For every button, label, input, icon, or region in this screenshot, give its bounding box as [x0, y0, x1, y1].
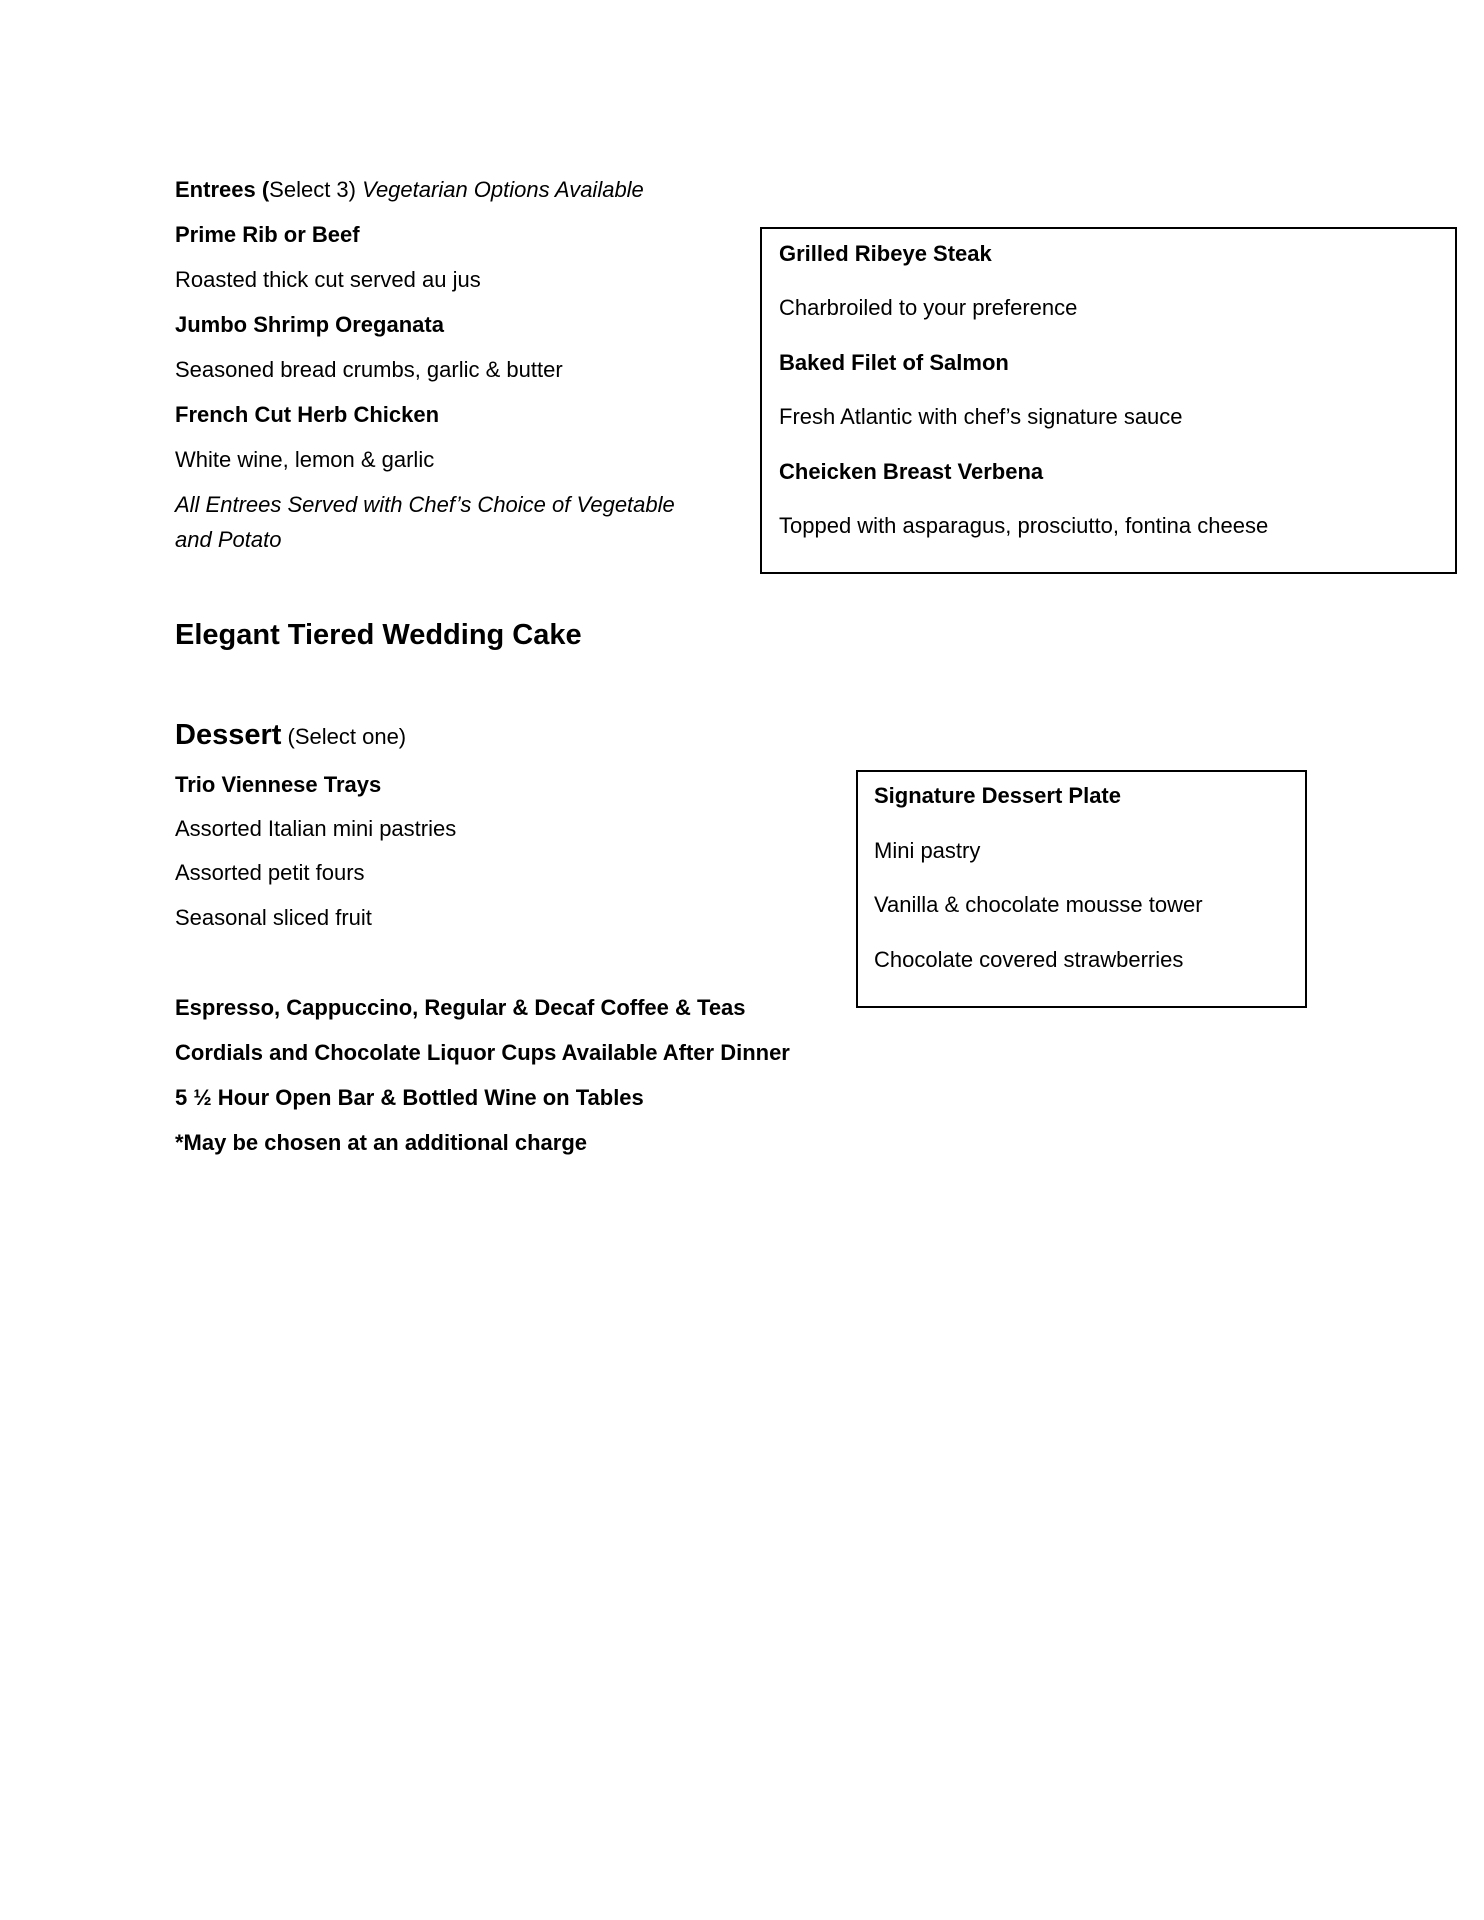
- entrees-heading-vegetarian: Vegetarian Options Available: [362, 177, 644, 202]
- extra-line: *May be chosen at an additional charge: [175, 1130, 587, 1155]
- extra-line: Cordials and Chocolate Liquor Cups Available After Dinner: [175, 1040, 790, 1065]
- entree-name: French Cut Herb Chicken: [175, 402, 440, 427]
- dessert-heading: [175, 718, 406, 754]
- signature-dessert-item: Vanilla & chocolate mousse tower: [874, 892, 1203, 917]
- signature-dessert-item: Chocolate covered strawberries: [874, 947, 1184, 972]
- premium-entree-name: Grilled Ribeye Steak: [779, 241, 992, 266]
- entree-name: Jumbo Shrimp Oreganata: [175, 312, 444, 337]
- premium-entree-desc: Charbroiled to your preference: [779, 295, 1078, 320]
- trio-item: Assorted petit fours: [175, 860, 365, 885]
- extra-line: Espresso, Cappuccino, Regular & Decaf Coffee & Teas: [175, 995, 746, 1020]
- entrees-note-line2: and Potato: [175, 527, 282, 552]
- entrees-note-line1: All Entrees Served with Chef’s Choice of Vegetable: [175, 492, 675, 517]
- dessert-heading-select: (Select one): [281, 724, 407, 749]
- trio-item: Assorted Italian mini pastries: [175, 816, 457, 841]
- dessert-heading-title: Dessert: [175, 719, 282, 751]
- trio-item: Seasonal sliced fruit: [175, 905, 372, 930]
- entree-desc: Roasted thick cut served au jus: [175, 267, 481, 292]
- entree-desc: Seasoned bread crumbs, garlic & butter: [175, 357, 563, 382]
- extra-line: 5 ½ Hour Open Bar & Bottled Wine on Tables: [175, 1085, 644, 1110]
- signature-dessert-item: Mini pastry: [874, 838, 981, 863]
- cake-heading: Elegant Tiered Wedding Cake: [175, 619, 582, 651]
- signature-dessert-title: Signature Dessert Plate: [874, 783, 1121, 808]
- entree-desc: White wine, lemon & garlic: [175, 447, 435, 472]
- premium-entree-name: Baked Filet of Salmon: [779, 350, 1009, 375]
- premium-entree-name: Cheicken Breast Verbena: [779, 459, 1044, 484]
- entrees-heading-select: Select 3): [269, 177, 363, 202]
- entrees-heading: [175, 177, 644, 203]
- entree-name: Prime Rib or Beef: [175, 222, 360, 247]
- premium-entree-desc: Topped with asparagus, prosciutto, fontina cheese: [779, 513, 1269, 538]
- entrees-heading-bold: Entrees (: [175, 177, 270, 202]
- premium-entree-desc: Fresh Atlantic with chef’s signature sauce: [779, 404, 1183, 429]
- trio-title: Trio Viennese Trays: [175, 772, 382, 797]
